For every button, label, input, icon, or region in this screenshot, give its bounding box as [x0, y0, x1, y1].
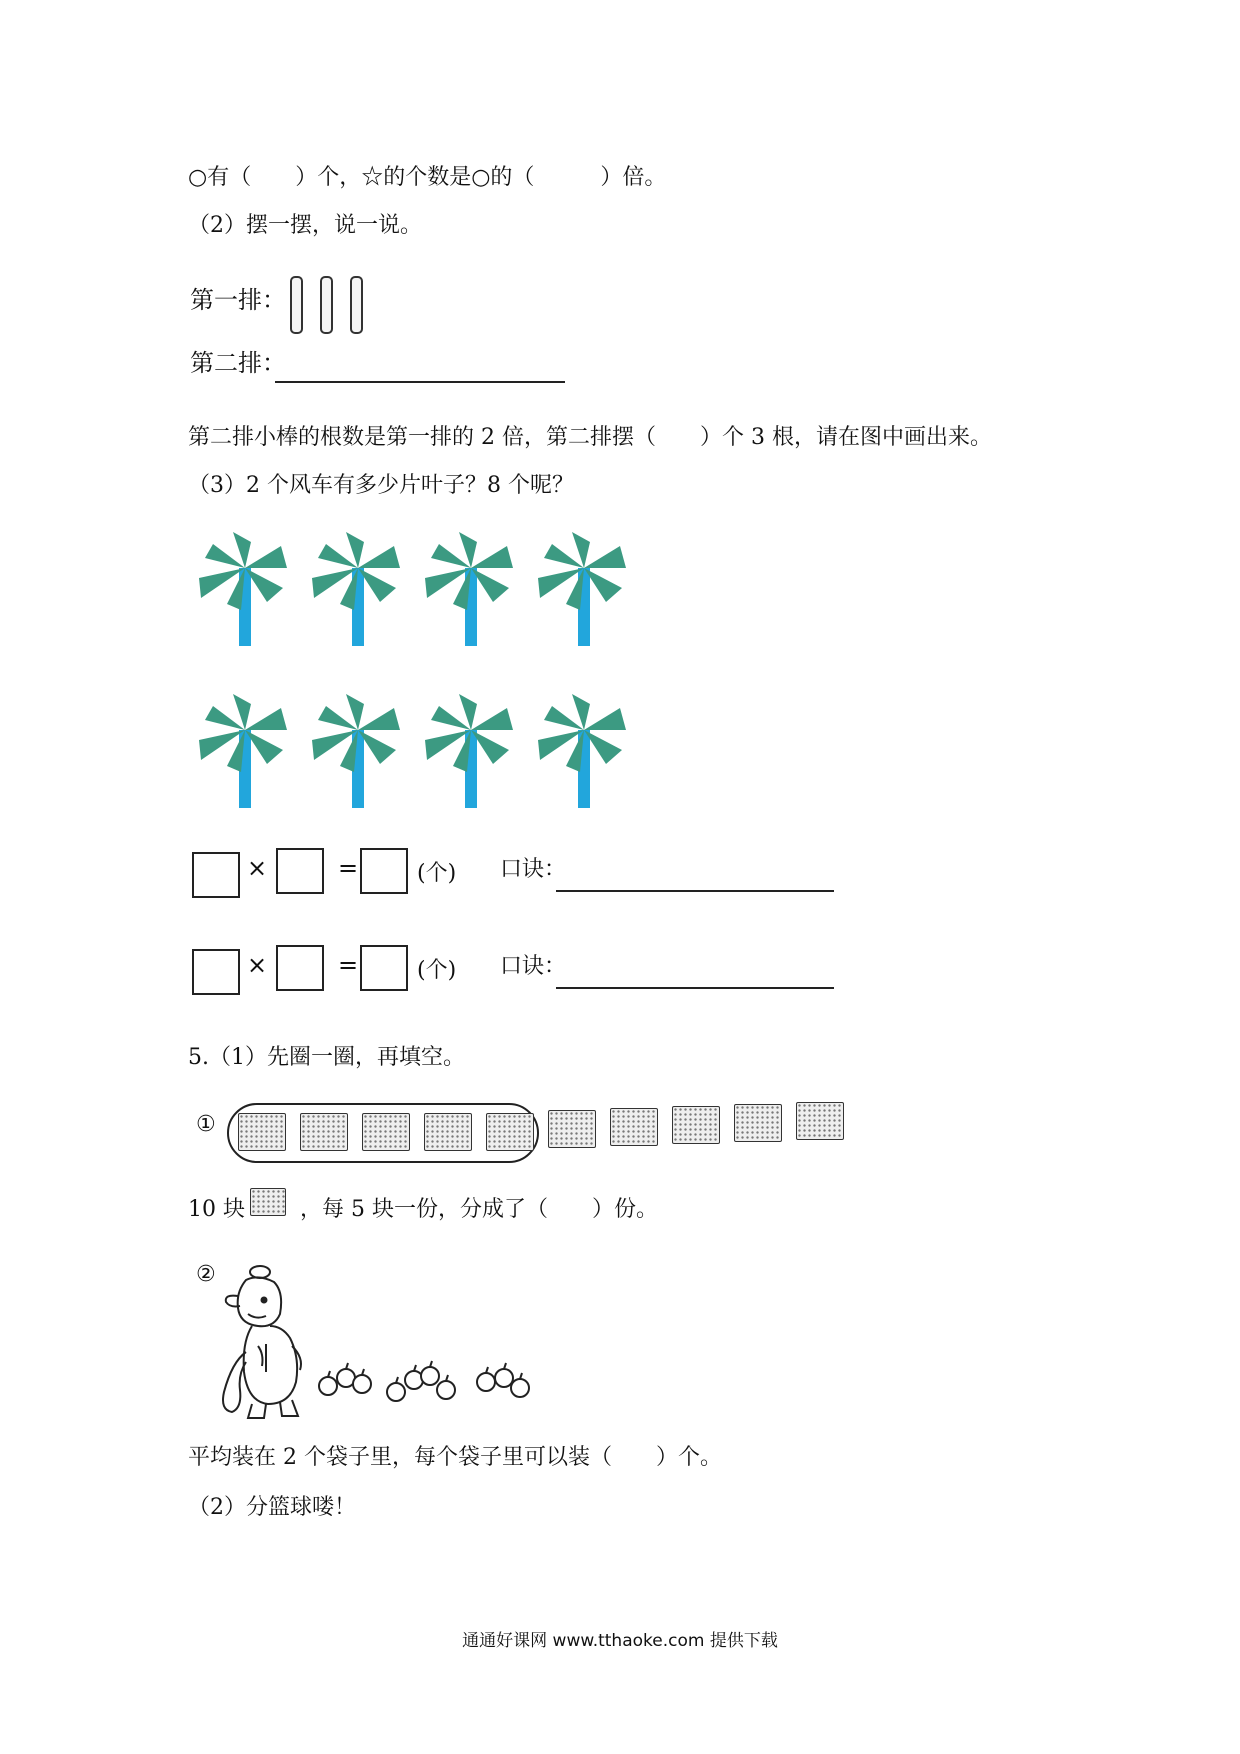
biscuit-icon — [250, 1188, 286, 1216]
windmill-icon — [195, 690, 295, 810]
row-1-sticks — [290, 276, 375, 338]
footer-credit: 通通好课网 www.tthaoke.com 提供下载 — [462, 1631, 778, 1651]
row-1-label: 第一排： — [190, 286, 286, 314]
equation-row-2 — [192, 945, 842, 991]
biscuit-tile — [548, 1110, 596, 1148]
windmill-icon — [308, 690, 408, 810]
apples-group — [316, 1352, 556, 1412]
marker-two: ② — [196, 1262, 216, 1287]
windmill-icon — [195, 528, 295, 648]
stick — [290, 276, 303, 334]
factor-2-box[interactable] — [276, 848, 324, 894]
factor-1-box[interactable] — [192, 852, 240, 898]
biscuit-tile — [734, 1104, 782, 1142]
unit-label: (个) — [417, 861, 457, 886]
biscuit-tile — [362, 1113, 410, 1151]
stick — [320, 276, 333, 334]
equals-sign: = — [338, 951, 359, 979]
question-5-2-text: 平均装在 2 个袋子里，每个袋子里可以装（ ）个。 — [188, 1445, 722, 1470]
biscuit-tile — [238, 1113, 286, 1151]
question-2-text: 第二排小棒的根数是第一排的 2 倍，第二排摆（ ）个 3 根，请在图中画出来。 — [188, 425, 992, 450]
windmill-icon — [534, 690, 634, 810]
koujue-answer-line[interactable] — [556, 890, 834, 892]
row-2-label: 第二排： — [190, 349, 286, 377]
windmill-icon — [421, 528, 521, 648]
product-box[interactable] — [360, 848, 408, 894]
biscuit-tile — [672, 1106, 720, 1144]
biscuit-tile — [486, 1113, 534, 1151]
koujue-label: 口诀： — [500, 857, 567, 882]
bear-icon — [218, 1262, 318, 1422]
marker-one: ① — [196, 1112, 216, 1137]
question-5-1-text-a: 10 块 — [188, 1197, 245, 1222]
stick — [350, 276, 363, 334]
biscuit-tile — [424, 1113, 472, 1151]
times-sign: × — [247, 951, 268, 979]
question-3-title: （3）2 个风车有多少片叶子？8 个呢？ — [188, 473, 574, 498]
question-1-tail: ○有（ ）个，☆的个数是○的（ ）倍。 — [188, 165, 667, 190]
row-2-answer-line[interactable] — [275, 381, 565, 383]
biscuit-tile — [300, 1113, 348, 1151]
equals-sign: = — [338, 854, 359, 882]
equation-row-1 — [192, 848, 842, 894]
question-5-title: 5.（1）先圈一圈，再填空。 — [188, 1045, 465, 1070]
windmill-icon — [308, 528, 408, 648]
question-5-1-text-b: ，每 5 块一份，分成了（ ）份。 — [300, 1197, 658, 1222]
question-2-title: （2）摆一摆，说一说。 — [188, 213, 422, 238]
question-5b-title: （2）分篮球喽！ — [188, 1495, 356, 1520]
windmill-icon — [534, 528, 634, 648]
koujue-label: 口诀： — [500, 954, 567, 979]
factor-2-box[interactable] — [276, 945, 324, 991]
product-box[interactable] — [360, 945, 408, 991]
biscuit-tile — [610, 1108, 658, 1146]
factor-1-box[interactable] — [192, 949, 240, 995]
unit-label: (个) — [417, 958, 457, 983]
times-sign: × — [247, 854, 268, 882]
koujue-answer-line[interactable] — [556, 987, 834, 989]
windmill-icon — [421, 690, 521, 810]
biscuit-tile — [796, 1102, 844, 1140]
